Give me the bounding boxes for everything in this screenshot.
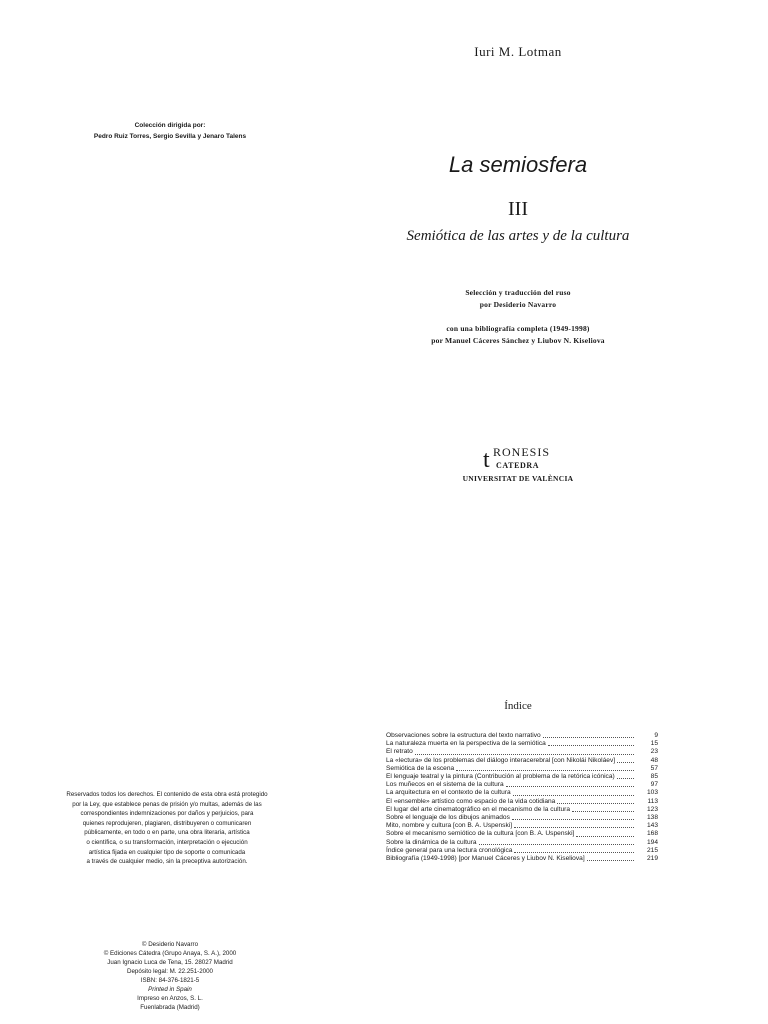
copyright-line: correspondientes indemnizaciones por daños y perjuicios, para (80, 810, 254, 818)
author-name: Iuri M. Lotman (474, 44, 562, 59)
series-label: Colección dirigida por: (134, 122, 206, 129)
toc-entry (386, 732, 658, 740)
imprint-line: Juan Ignacio Luca de Tena, 15. 28027 Madrid (107, 959, 233, 966)
toc-entry (386, 814, 658, 822)
toc-page-number: 123 (646, 805, 658, 813)
imprint-line: Impreso en Anzos, S. L. (137, 995, 203, 1002)
imprint-block (60, 940, 280, 1012)
toc-page-number: 168 (646, 830, 658, 838)
toc-entry-title: Sobre el lenguaje de los dibujos animados (386, 814, 510, 822)
toc-entry (386, 765, 658, 773)
toc-page-number: 85 (650, 773, 658, 781)
toc-leader-dots (587, 860, 634, 861)
translation-credit-line-1: Selección y traducción del ruso (465, 288, 571, 297)
toc-page-number: 219 (646, 855, 658, 863)
toc-page-number: 57 (650, 764, 658, 772)
toc-page-number: 48 (650, 756, 658, 764)
toc-page-number: 113 (647, 797, 658, 805)
toc-page-number: 138 (646, 814, 658, 822)
toc-leader-dots (513, 795, 634, 796)
toc-entry-title: Observaciones sobre la estructura del texto narrativo (386, 732, 541, 739)
toc-leader-dots (506, 786, 634, 787)
toc-page-number: 15 (650, 740, 658, 748)
toc-leader-dots (576, 836, 634, 837)
toc-entry (386, 740, 658, 748)
toc-leader-dots (514, 827, 634, 828)
toc-entry-title: Sobre la dinámica de la cultura (386, 838, 477, 846)
publisher-name-catedra: CATEDRA (496, 461, 540, 470)
publisher-mark: t (483, 447, 490, 473)
toc-entry-title: Los muñecos en el sistema de la cultura (386, 781, 504, 789)
toc-leader-dots (456, 770, 634, 771)
toc-entry-title: El lenguaje teatral y la pintura (Contribución al problema de la retórica icónica) (386, 773, 615, 781)
toc-leader-dots (543, 737, 634, 738)
imprint-line: Printed in Spain (148, 986, 192, 993)
table-of-contents (386, 732, 658, 863)
toc-leader-dots (512, 819, 634, 820)
toc-leader-dots (557, 803, 634, 804)
copyright-line: quienes reprodujeren, plagiaren, distribuyeren o comunicaren (82, 819, 252, 827)
toc-page-number: 97 (650, 781, 658, 789)
toc-entry-title: La «lectura» de los problemas del diálogo interacerebral [con Nikolái Nikoláev] (386, 756, 616, 764)
toc-entry-title: El «ensemble» artístico como espacio de la vida cotidiana (386, 797, 556, 805)
toc-entry (386, 847, 658, 855)
toc-entry-title: El retrato (386, 748, 413, 756)
publisher-logo (384, 444, 652, 490)
toc-entry-title: Bibliografía (1949-1998) [por Manuel Cáceres y Liubov N. Kiseliova] (386, 855, 585, 863)
toc-entry (386, 757, 658, 765)
imprint-line: © Desiderio Navarro (141, 941, 199, 948)
imprint-line: Depósito legal: M. 22.251-2000 (127, 968, 213, 975)
series-editors (60, 120, 280, 142)
toc-entry (386, 830, 658, 838)
book-subtitle: Semiótica de las artes y de la cultura (406, 228, 630, 244)
toc-entry (386, 855, 658, 863)
copyright-line: Reservados todos los derechos. El contenido de esta obra está protegido (66, 791, 268, 798)
toc-leader-dots (415, 754, 634, 755)
toc-page-number: 215 (646, 846, 658, 854)
toc-entry (386, 773, 658, 781)
toc-entry-title: Índice general para una lectura cronológica (386, 846, 513, 854)
index-heading: Índice (504, 700, 532, 712)
toc-entry (386, 839, 658, 847)
toc-entry-title: Semiótica de la escena (386, 764, 455, 772)
toc-leader-dots (514, 852, 634, 853)
toc-leader-dots (617, 762, 634, 763)
copyright-line: por la Ley, que establece penas de prisión y/o multas, además de las (72, 800, 262, 808)
copyright-line: a través de cualquier medio, sin la preceptiva autorización. (86, 858, 248, 866)
publisher-university: UNIVERSITAT DE VALÈNCIA (462, 474, 574, 483)
bibliography-credit-line-2: por Manuel Cáceres Sánchez y Liubov N. Kiseliova (431, 336, 605, 345)
imprint-line: ISBN: 84-376-1821-5 (140, 977, 200, 984)
toc-page-number: 9 (654, 732, 658, 739)
toc-page-number: 194 (646, 838, 658, 846)
toc-page-number: 23 (650, 748, 658, 756)
copyright-line: artística fijada en cualquier tipo de soporte o comunicada (88, 848, 246, 856)
toc-entry-title: Sobre el mecanismo semiótico de la cultura [con B. A. Uspenski] (386, 830, 575, 838)
toc-entry-title: Mito, nombre y cultura [con B. A. Uspenski] (386, 822, 513, 830)
publisher-name-ronesis: RONESIS (493, 445, 551, 459)
toc-entry (386, 748, 658, 756)
toc-entry-title: La naturaleza muerta en la perspectiva de la semiótica (386, 740, 546, 748)
toc-leader-dots (572, 811, 634, 812)
imprint-line: Fuenlabrada (Madrid) (140, 1004, 200, 1011)
volume-number: III (508, 198, 528, 220)
toc-entry-title: El lugar del arte cinematográfico en el mecanismo de la cultura (386, 805, 570, 813)
series-editor-names: Pedro Ruiz Torres, Sergio Sevilla y Jenaro Talens (93, 133, 247, 140)
toc-entry (386, 789, 658, 797)
toc-entry (386, 798, 658, 806)
translation-credit-line-2: por Desiderio Navarro (479, 300, 557, 309)
toc-entry (386, 781, 658, 789)
imprint-line: © Ediciones Cátedra (Grupo Anaya, S. A.), 2000 (103, 950, 237, 957)
toc-leader-dots (479, 844, 634, 845)
toc-page-number: 103 (646, 789, 658, 797)
toc-leader-dots (548, 745, 634, 746)
toc-entry (386, 822, 658, 830)
copyright-notice (54, 790, 280, 867)
toc-entry (386, 806, 658, 814)
toc-leader-dots (617, 778, 634, 779)
toc-entry-title: La arquitectura en el contexto de la cultura (386, 789, 511, 797)
bibliography-credit-line-1: con una bibliografía completa (1949-1998) (446, 324, 590, 333)
toc-page-number: 143 (646, 822, 658, 830)
book-title: La semiosfera (448, 152, 588, 177)
copyright-line: públicamente, en todo o en parte, una obra literaria, artística (84, 829, 250, 837)
copyright-line: o científica, o su transformación, interpretación o ejecución (86, 838, 248, 846)
